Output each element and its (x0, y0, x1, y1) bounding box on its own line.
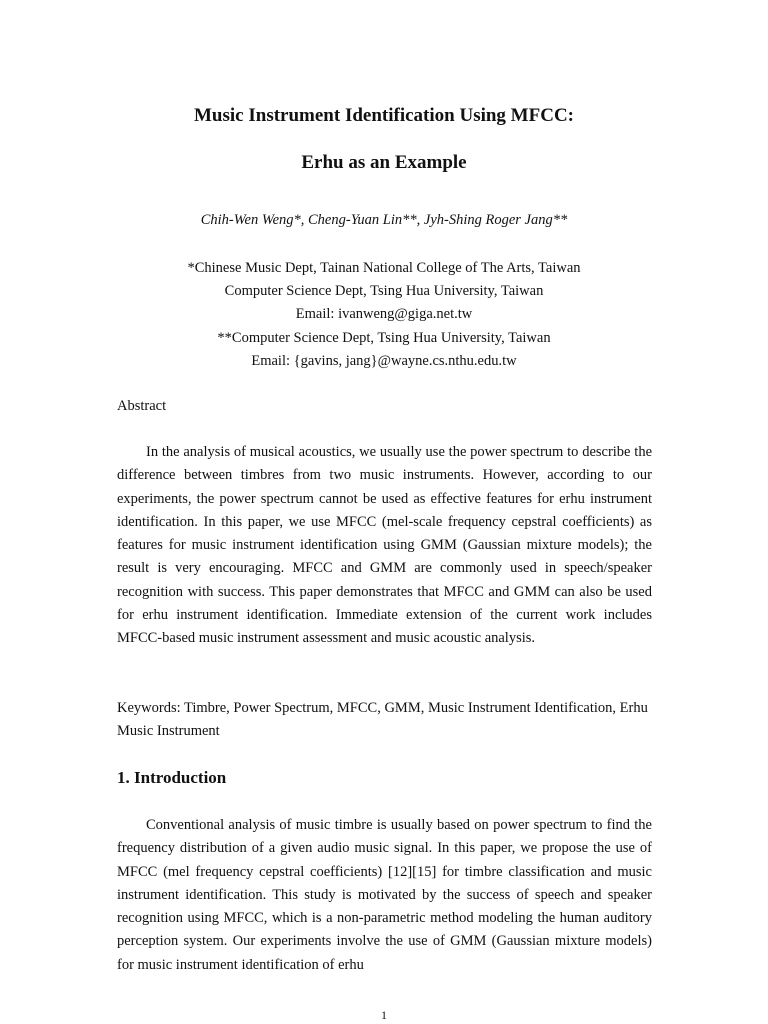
affiliation-line: **Computer Science Dept, Tsing Hua University, Taiwan (217, 329, 551, 346)
affiliation-email: Email: ivanweng@giga.net.tw (295, 306, 473, 323)
affiliation-list (0, 257, 768, 373)
affiliation-email: Email: {gavins, jang}@wayne.cs.nthu.edu.tw (251, 352, 517, 369)
abstract-paragraph: In the analysis of musical acoustics, we usually use the power spectrum to describe the difference between timbres from two music instruments. However, according to our experiments, the power spectrum cannot be used as effective features for erhu instrument identification. In this paper, we use MFCC (mel-scale frequency cepstral coefficients) as features for music instrument identification using GMM (Gaussian mixture models); the result is very encouraging. MFCC and GMM are commonly used in speech/speaker recognition with success. This paper demonstrates that MFCC and GMM can also be used for erhu instrument identification. Immediate extension of the current work includes MFCC-based music instrument assessment and music acoustic analysis. (117, 444, 652, 647)
paper-title-line-2: Erhu as an Example (301, 152, 467, 173)
affiliation-line: *Chinese Music Dept, Tainan National College of The Arts, Taiwan (187, 260, 581, 276)
section-heading-introduction: 1. Introduction (117, 768, 227, 787)
affiliation-line: Computer Science Dept, Tsing Hua University, Taiwan (224, 283, 544, 300)
keywords-line: Keywords: Timbre, Power Spectrum, MFCC, GMM, Music Instrument Identification, Erhu Music Instrument (117, 700, 648, 740)
introduction-paragraph: Conventional analysis of music timbre is usually based on power spectrum to find the frequency distribution of a given audio music signal. In this paper, we propose the use of MFCC (mel frequency cepstral coefficients) [12][15] for timbre classification and music instrument identification. This study is motivated by the success of speech and speaker recognition using MFCC, which is a non-parametric method modeling the human auditory perception system. Our experiments involve the use of GMM (Gaussian mixture models) for music instrument identification of erhu (117, 817, 652, 973)
author-list: Chih-Wen Weng*, Cheng-Yuan Lin**, Jyh-Shing Roger Jang** (200, 212, 568, 228)
abstract-heading: Abstract (117, 398, 167, 414)
paper-title-line-1: Music Instrument Identification Using MFCC: (194, 105, 574, 126)
page-number: 1 (381, 1008, 387, 1022)
